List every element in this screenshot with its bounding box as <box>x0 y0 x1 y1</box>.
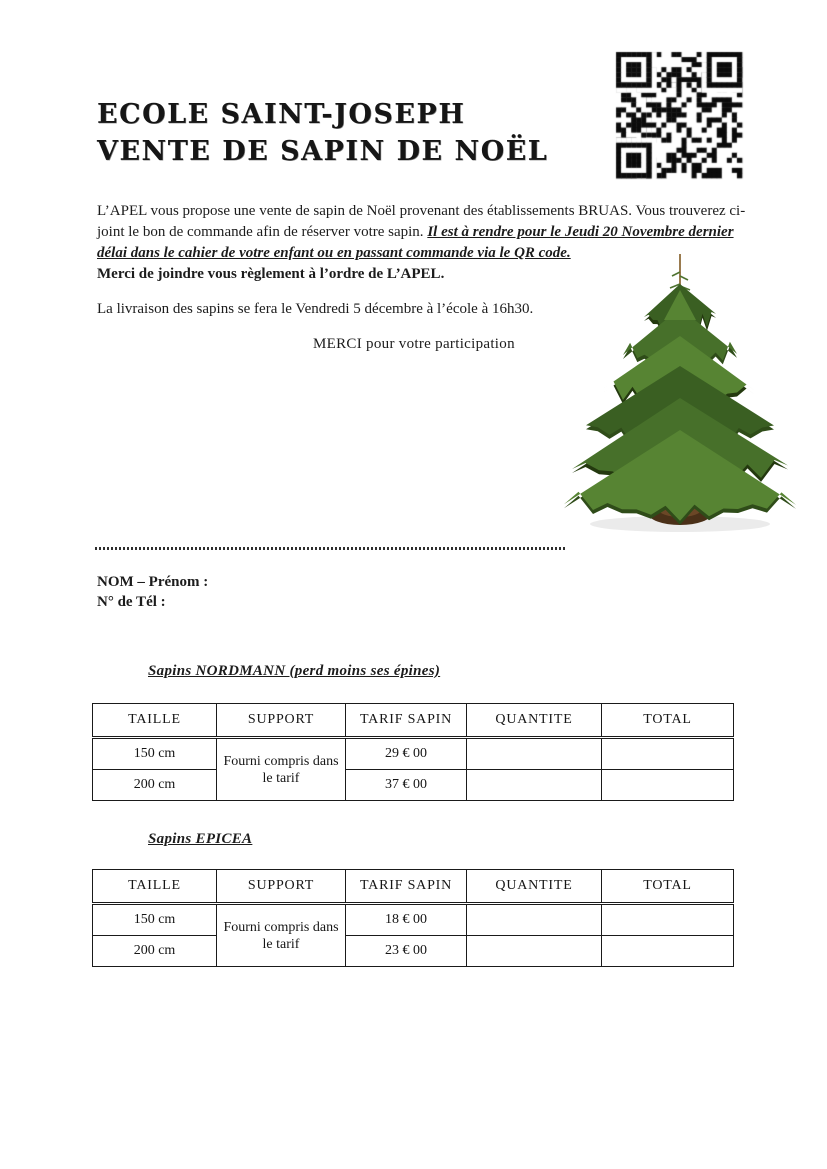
table-header-row <box>93 870 734 904</box>
header-taille: TAILLE <box>93 704 217 738</box>
header-taille: TAILLE <box>93 870 217 904</box>
header-quantite: QUANTITE <box>467 704 602 738</box>
header-total: TOTAL <box>602 704 734 738</box>
section-heading-nordmann: Sapins NORDMANN (perd moins ses épines) <box>148 663 441 679</box>
quantite-cell <box>467 738 602 770</box>
header-tarif: TARIF SAPIN <box>346 870 467 904</box>
tarif-cell: 23 € 00 <box>346 936 467 967</box>
epicea-order-table <box>92 869 734 967</box>
intro-text: L’APEL vous propose une vente de sapin de Noël provenant des établissements BRUAS. Vous trouverez ci-joint le bon de commande afin de réserver votre sapin. <box>97 203 746 240</box>
support-cell: Fourni compris dans le tarif <box>217 904 346 967</box>
qr-code-image <box>606 42 752 188</box>
quantite-cell <box>467 770 602 801</box>
delivery-note: La livraison des sapins se fera le Vendredi 5 décembre à l’école à 16h30. <box>97 301 534 317</box>
table-row <box>93 904 734 936</box>
taille-cell: 150 cm <box>93 738 217 770</box>
header-total: TOTAL <box>602 870 734 904</box>
table-header-row <box>93 704 734 738</box>
nordmann-order-table <box>92 703 734 801</box>
payment-note: Merci de joindre vous règlement à l’ordre de L’APEL. <box>97 266 445 282</box>
header-tarif: TARIF SAPIN <box>346 704 467 738</box>
title-line-1: ECOLE SAINT-JOSEPH <box>97 99 466 130</box>
page-title <box>97 96 548 170</box>
total-cell <box>602 738 734 770</box>
title-line-2: VENTE DE SAPIN DE NOËL <box>97 136 549 167</box>
tarif-cell: 18 € 00 <box>346 904 467 936</box>
table-row <box>93 738 734 770</box>
table-row <box>93 936 734 967</box>
total-cell <box>602 904 734 936</box>
header-quantite: QUANTITE <box>467 870 602 904</box>
taille-cell: 150 cm <box>93 904 217 936</box>
cut-line-divider <box>95 547 567 550</box>
support-cell: Fourni compris dans le tarif <box>217 738 346 801</box>
header-support: SUPPORT <box>217 704 346 738</box>
deadline-highlight: Il est à rendre pour le Jeudi 20 Novembre dernier délai dans le cahier de votre enfant ou en passant commande via le QR code. <box>97 224 734 261</box>
name-label: NOM – Prénom : <box>97 574 209 590</box>
phone-label: N° de Tél : <box>97 594 166 610</box>
section-heading-epicea: Sapins EPICEA <box>148 831 253 847</box>
quantite-cell <box>467 936 602 967</box>
christmas-tree-image <box>561 250 801 538</box>
header-support: SUPPORT <box>217 870 346 904</box>
thanks-note: MERCI pour votre participation <box>313 336 515 352</box>
total-cell <box>602 936 734 967</box>
taille-cell: 200 cm <box>93 770 217 801</box>
total-cell <box>602 770 734 801</box>
tarif-cell: 29 € 00 <box>346 738 467 770</box>
taille-cell: 200 cm <box>93 936 217 967</box>
table-row <box>93 770 734 801</box>
tarif-cell: 37 € 00 <box>346 770 467 801</box>
quantite-cell <box>467 904 602 936</box>
